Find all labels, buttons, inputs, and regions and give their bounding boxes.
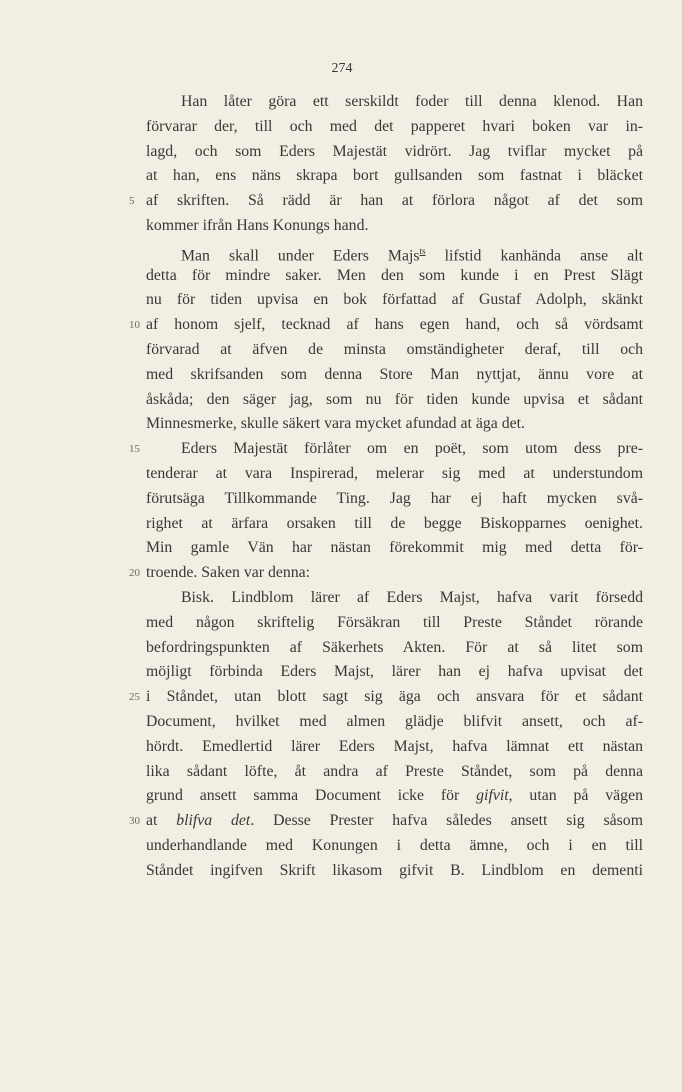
- line-text: befordringspunkten af Säkerhets Akten. För at så litet som: [146, 638, 643, 656]
- text-line: [146, 338, 643, 363]
- line-text: med skrifsanden som denna Store Man nyttjat, ännu vore at: [146, 365, 643, 383]
- line-number: 20: [129, 567, 140, 580]
- text-line: [146, 834, 643, 859]
- line-text: detta för mindre saker. Men den som kunde i en Prest Slägt: [146, 266, 643, 284]
- text-line: [129, 809, 643, 834]
- text-line: [146, 264, 643, 289]
- line-text: lagd, och som Eders Majestät vidrört. Jag tviflar mycket på: [146, 142, 643, 160]
- line-number: 10: [129, 319, 140, 332]
- body-text: [129, 90, 643, 884]
- text-line: [146, 363, 643, 388]
- text-line: [146, 412, 643, 437]
- text-line: [146, 140, 643, 165]
- text-line: [146, 239, 643, 264]
- line-text: Min gamle Vän har nästan förekommit mig med detta för-: [146, 539, 643, 557]
- line-text: underhandlande med Konungen i detta ämne, och i en till: [146, 836, 643, 854]
- line-text: Eders Majestät förlåter om en poët, som utom dess pre-: [181, 440, 643, 458]
- line-text: Document, hvilket med almen glädje blifvit ansett, och af-: [146, 712, 643, 730]
- text-line: [146, 462, 643, 487]
- text-line: [146, 735, 643, 760]
- line-text: förvarad at äfven de minsta omständigheter deraf, till och: [146, 340, 643, 358]
- line-text: lika sådant löfte, åt andra af Preste Ståndet, som på denna: [146, 762, 643, 780]
- text-line: [146, 388, 643, 413]
- line-text: möjligt förbinda Eders Majst, lärer han ej hafva upvisat det: [146, 663, 643, 681]
- line-text: lifstid kanhända anse alt: [425, 247, 643, 265]
- line-text: troende. Saken var denna:: [146, 564, 311, 582]
- line-text: förvarar der, till och med det papperet hvari boken var in-: [146, 117, 643, 135]
- line-text: hördt. Emedlertid lärer Eders Majst, hafva lämnat ett nästan: [146, 737, 643, 755]
- text-line: [146, 288, 643, 313]
- line-text: af honom sjelf, tecknad af hans egen hand, och så vördsamt: [146, 316, 643, 334]
- line-number: 25: [129, 691, 140, 704]
- text-line: [146, 90, 643, 115]
- line-text: grund ansett samma Document icke för: [146, 787, 477, 805]
- italic-text: blifva det: [176, 812, 251, 830]
- line-text: tenderar at vara Inspirerad, melerar sig med at understundom: [146, 464, 643, 482]
- line-text: förutsäga Tillkommande Ting. Jag har ej haft mycken svå-: [146, 489, 643, 507]
- text-line: [146, 115, 643, 140]
- text-line: [146, 164, 643, 189]
- text-line: [129, 685, 643, 710]
- text-line: [146, 660, 643, 685]
- text-line: [146, 611, 643, 636]
- line-text: kommer ifrån Hans Konungs hand.: [146, 216, 369, 234]
- line-text: , utan på vägen: [508, 787, 643, 805]
- abbreviation-superscript: ts: [419, 245, 426, 256]
- line-text: at: [146, 812, 177, 830]
- italic-text: gifvit: [476, 787, 509, 805]
- text-line: [146, 760, 643, 785]
- text-line: [146, 859, 643, 884]
- line-text: Minnesmerke, skulle säkert vara mycket afundad at äga det.: [146, 415, 525, 433]
- text-line: [146, 487, 643, 512]
- page-number: 274: [331, 61, 353, 76]
- text-line: [146, 784, 643, 809]
- line-text: righet at ärfara orsaken till de begge Biskopparnes oenighet.: [146, 514, 643, 532]
- line-text: nu för tiden upvisa en bok författad af Gustaf Adolph, skänkt: [146, 291, 643, 309]
- line-text: af skriften. Så rädd är han at förlora något af det som: [146, 192, 643, 210]
- text-line: [129, 437, 643, 462]
- line-text: Bisk. Lindblom lärer af Eders Majst, hafva varit försedd: [181, 588, 643, 606]
- line-text: åskåda; den säger jag, som nu för tiden kunde upvisa et sådant: [146, 390, 643, 408]
- line-text: . Desse Prester hafva således ansett sig såsom: [250, 812, 643, 830]
- line-text: med någon skriftelig Försäkran till Preste Ståndet rörande: [146, 613, 643, 631]
- text-line: [146, 586, 643, 611]
- text-line: [129, 561, 643, 586]
- line-number: 15: [129, 443, 140, 456]
- line-text: i Ståndet, utan blott sagt sig äga och ansvara för et sådant: [146, 688, 643, 706]
- line-number: 30: [129, 815, 140, 828]
- line-text: at han, ens näns skrapa bort gullsanden som fastnat i bläcket: [146, 167, 643, 185]
- text-line: [129, 313, 643, 338]
- line-text: Han låter göra ett serskildt foder till denna klenod. Han: [181, 93, 643, 110]
- line-text: Man skall under Eders Majs: [181, 247, 420, 265]
- text-line: [146, 636, 643, 661]
- line-number: 5: [129, 195, 135, 208]
- text-line: [146, 710, 643, 735]
- text-line: [129, 189, 643, 214]
- text-line: [146, 536, 643, 561]
- line-text: Ståndet ingifven Skrift likasom gifvit B. Lindblom en dementi: [146, 861, 643, 879]
- text-line: [146, 214, 643, 239]
- text-line: [146, 512, 643, 537]
